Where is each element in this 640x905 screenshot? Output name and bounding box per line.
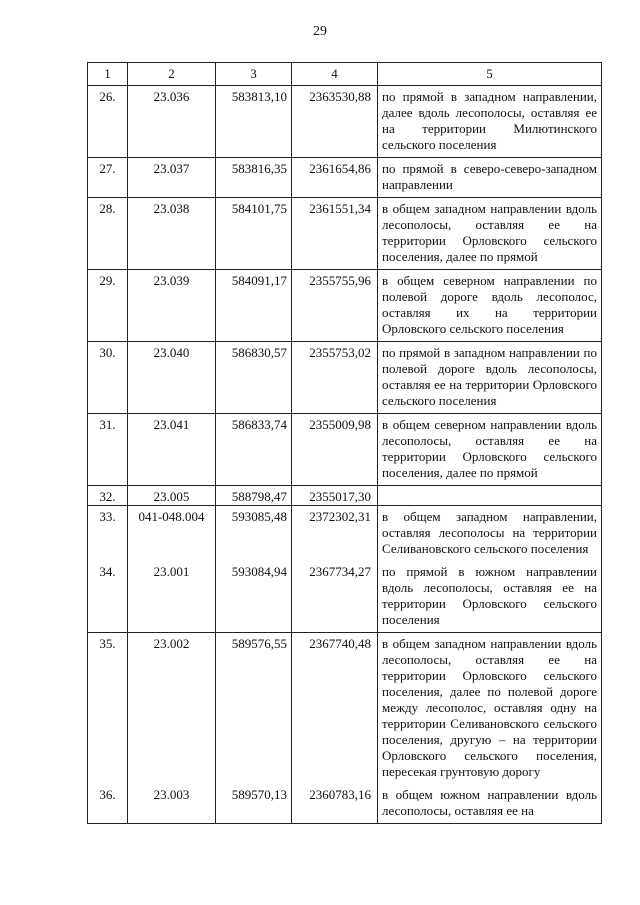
coord-x: 589570,13 — [216, 784, 292, 824]
point-id: 23.002 — [128, 633, 216, 785]
table-row — [88, 270, 602, 342]
table-row — [88, 506, 602, 562]
route-description: в общем западном направлении вдоль лесополосы, оставляя ее на территории Орловского сельского поселения, далее по прямой — [378, 198, 602, 270]
table-row — [88, 561, 602, 633]
coord-x: 589576,55 — [216, 633, 292, 785]
coord-y: 2363530,88 — [292, 86, 378, 158]
coord-y: 2361551,34 — [292, 198, 378, 270]
coord-x: 588798,47 — [216, 486, 292, 506]
route-description: в общем северном направлении вдоль лесополосы, оставляя ее на территории Орловского сельского поселения, далее по прямой — [378, 414, 602, 486]
row-number: 27. — [88, 158, 128, 198]
header-col-4: 4 — [292, 63, 378, 86]
coord-y: 2367734,27 — [292, 561, 378, 633]
coord-y: 2355753,02 — [292, 342, 378, 414]
coord-x: 583813,10 — [216, 86, 292, 158]
coord-y: 2367740,48 — [292, 633, 378, 785]
row-number: 30. — [88, 342, 128, 414]
table-row — [88, 198, 602, 270]
row-number: 28. — [88, 198, 128, 270]
table-row — [88, 86, 602, 158]
row-number: 35. — [88, 633, 128, 785]
row-number: 36. — [88, 784, 128, 824]
coord-x: 593084,94 — [216, 561, 292, 633]
coord-x: 584101,75 — [216, 198, 292, 270]
row-number: 33. — [88, 506, 128, 562]
route-description: в общем северном направлении по полевой дороге вдоль лесополос, оставляя их на территории Орловского сельского поселения — [378, 270, 602, 342]
route-description: в общем западном направлении вдоль лесополосы, оставляя ее на территории Орловского сельского поселения, далее по полевой дороге между лесополос, оставляя одну на территории Селивановского сельского поселения, другую – на территории Орловского сельского поселения, пересекая грунтовую дорогу — [378, 633, 602, 785]
coord-y: 2355017,30 — [292, 486, 378, 506]
point-id: 23.040 — [128, 342, 216, 414]
coord-y: 2355755,96 — [292, 270, 378, 342]
point-id: 23.038 — [128, 198, 216, 270]
route-description: по прямой в северо-северо-западном направлении — [378, 158, 602, 198]
table-row — [88, 414, 602, 486]
row-number: 26. — [88, 86, 128, 158]
route-description: в общем западном направлении, оставляя лесополосы на территории Селивановского сельского поселения — [378, 506, 602, 562]
coord-x: 586833,74 — [216, 414, 292, 486]
point-id: 23.036 — [128, 86, 216, 158]
point-id: 23.003 — [128, 784, 216, 824]
coord-x: 584091,17 — [216, 270, 292, 342]
coord-y: 2355009,98 — [292, 414, 378, 486]
boundary-points-table — [87, 62, 602, 824]
table-row — [88, 784, 602, 824]
coord-x: 583816,35 — [216, 158, 292, 198]
header-col-1: 1 — [88, 63, 128, 86]
header-col-5: 5 — [378, 63, 602, 86]
point-id: 23.041 — [128, 414, 216, 486]
row-number: 31. — [88, 414, 128, 486]
row-number: 29. — [88, 270, 128, 342]
header-col-2: 2 — [128, 63, 216, 86]
table-header-row — [88, 63, 602, 86]
route-description: по прямой в западном направлении, далее вдоль лесополосы, оставляя ее на территории Милютинского сельского поселения — [378, 86, 602, 158]
coord-x: 593085,48 — [216, 506, 292, 562]
header-col-3: 3 — [216, 63, 292, 86]
coord-y: 2372302,31 — [292, 506, 378, 562]
table-row — [88, 158, 602, 198]
table-row — [88, 342, 602, 414]
table-row — [88, 633, 602, 785]
point-id: 041-048.004 — [128, 506, 216, 562]
coord-y: 2361654,86 — [292, 158, 378, 198]
point-id: 23.037 — [128, 158, 216, 198]
route-description — [378, 486, 602, 506]
route-description: в общем южном направлении вдоль лесополосы, оставляя ее на — [378, 784, 602, 824]
point-id: 23.005 — [128, 486, 216, 506]
point-id: 23.001 — [128, 561, 216, 633]
point-id: 23.039 — [128, 270, 216, 342]
page-number: 29 — [313, 24, 327, 39]
row-number: 34. — [88, 561, 128, 633]
route-description: по прямой в южном направлении вдоль лесополосы, оставляя ее на территории Орловского сельского поселения — [378, 561, 602, 633]
table-row — [88, 486, 602, 506]
coord-y: 2360783,16 — [292, 784, 378, 824]
coord-x: 586830,57 — [216, 342, 292, 414]
row-number: 32. — [88, 486, 128, 506]
route-description: по прямой в западном направлении по полевой дороге вдоль лесополосы, оставляя ее на территории Орловского сельского поселения — [378, 342, 602, 414]
